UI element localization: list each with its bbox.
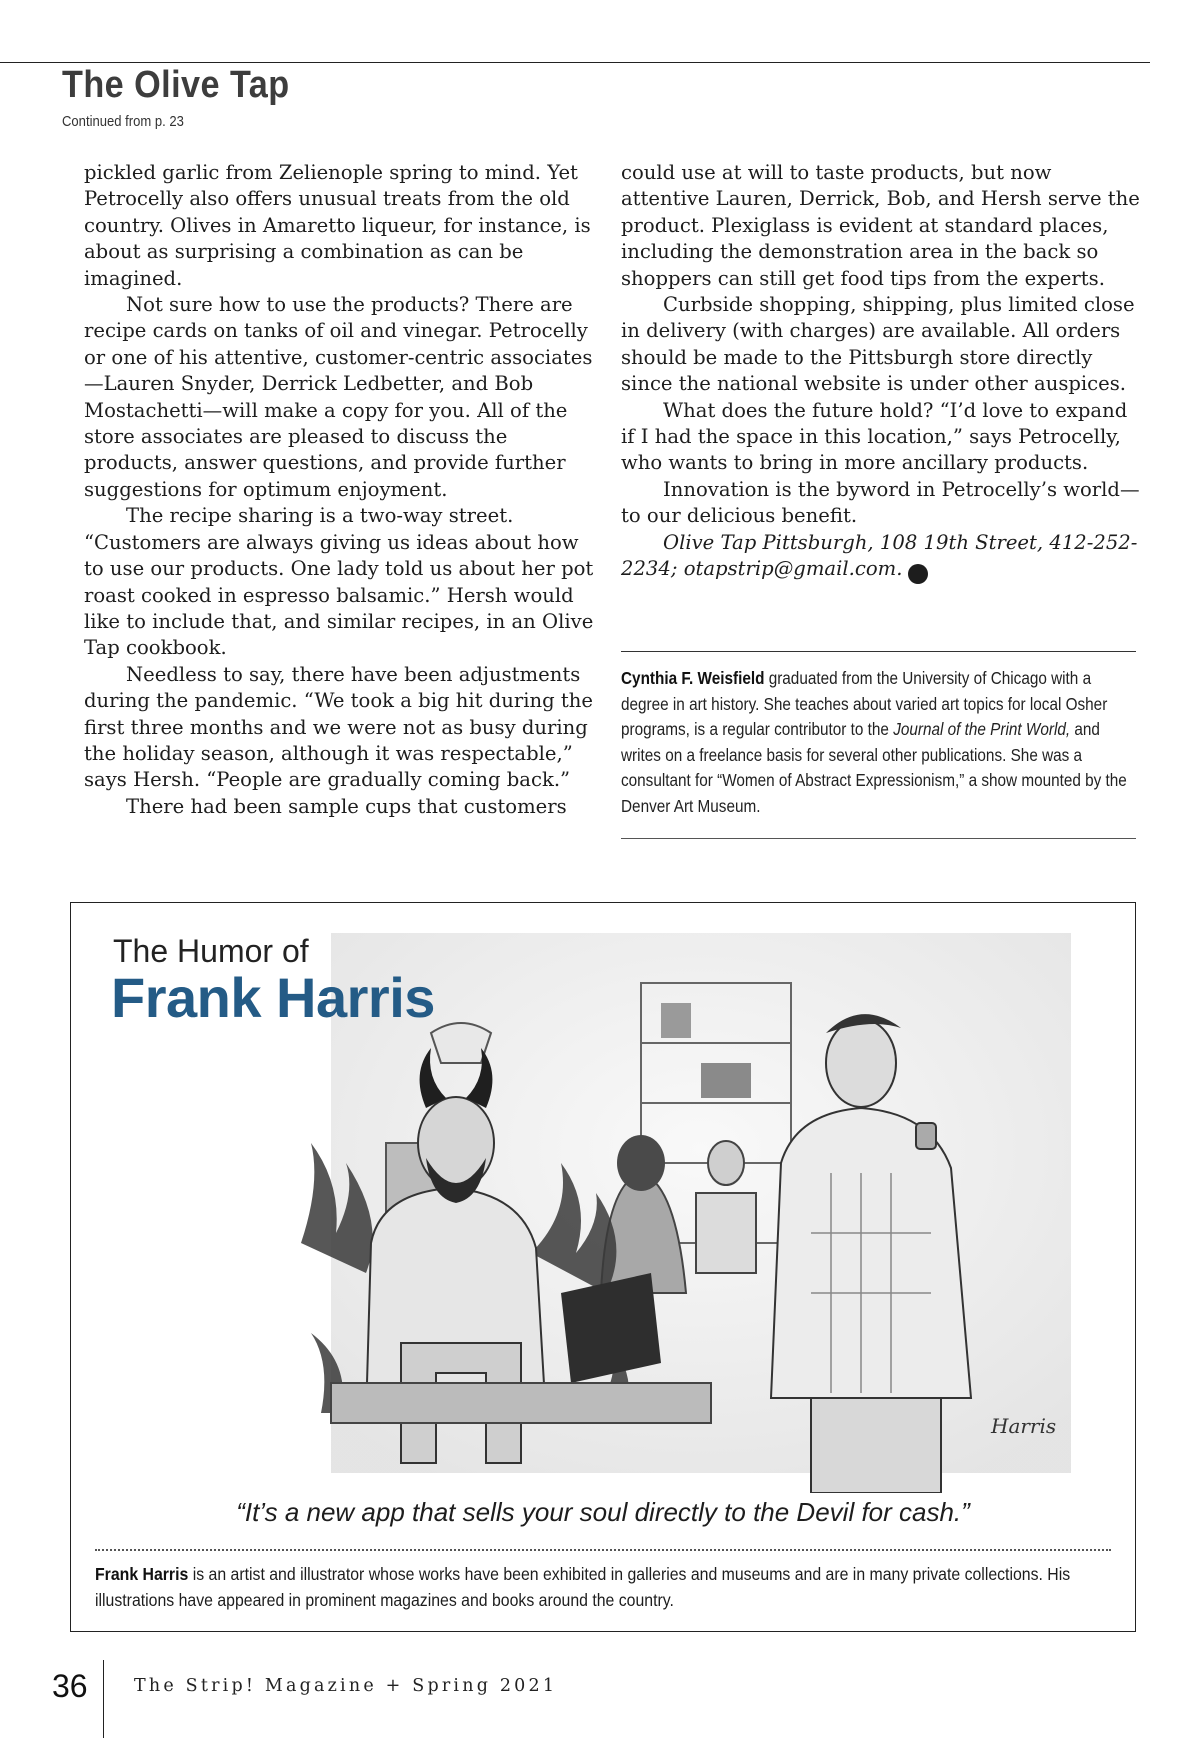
publication-name: Journal of the Print World,: [893, 719, 1071, 739]
paragraph: Not sure how to use the products? There are recipe cards on tanks of oil and vinegar. Petrocelly or one of his attentive, customer-centric associates—Lauren Snyder, Derrick Ledbetter, and Bob Mostachetti—will make a copy for you. All of the store associates are pleased to discuss the products, answer questions, and provide further suggestions for optimum enjoyment.: [84, 293, 593, 501]
footer-publication: The Strip! Magazine + Spring 2021: [134, 1676, 558, 1696]
author-bio-text: graduated from the University of Chicago with a degree in art history. She teaches about varied art topics for local Osher programs, is a regular contributor to the: [621, 668, 1108, 739]
store-contact: [621, 530, 1143, 584]
article-title: The Olive Tap: [62, 64, 290, 106]
author-bio-text: and writes on a freelance basis for several other publications. She was a consultant for “Women of Abstract Expressionism,” a show mounted by the Denver Art Museum.: [621, 719, 1127, 816]
author-bio: [621, 666, 1131, 819]
paragraph: What does the future hold? “I’d love to expand if I had the space in this location,” says Petrocelly, who wants to bring in more ancillary products.: [621, 398, 1128, 475]
artist-bio: [95, 1561, 1112, 1613]
store-contact-text: Olive Tap Pittsburgh, 108 19th Street, 412-252-2234; otapstrip@gmail.com.: [621, 530, 1138, 581]
dotted-divider: [95, 1549, 1111, 1551]
article-left-column: [84, 160, 596, 820]
artist-bio-text: is an artist and illustrator whose works have been exhibited in galleries and museums and are in many private collections. His illustrations have appeared in prominent magazines and books around the country.: [95, 1564, 1071, 1610]
cartoon-heading-small: The Humor of: [113, 933, 309, 969]
author-name: Cynthia F. Weisfield: [621, 668, 765, 688]
end-mark-icon: !: [908, 564, 928, 584]
paragraph: could use at will to taste products, but now attentive Lauren, Derrick, Bob, and Hersh serve the product. Plexiglass is evident at standard places, including the demonstration area in the back so shoppers can still get food tips from the experts.: [621, 161, 1140, 290]
paragraph: Curbside shopping, shipping, plus limited close in delivery (with charges) are available. All orders should be made to the Pittsburgh store directly since the national website is under other auspices.: [621, 293, 1135, 396]
paragraph: Innovation is the byword in Petrocelly’s world—to our delicious benefit.: [621, 477, 1140, 528]
bio-divider-bottom: [621, 838, 1136, 839]
bio-divider-top: [621, 651, 1136, 652]
paragraph: The recipe sharing is a two-way street. “Customers are always giving us ideas about how to use our products. One lady told us about her pot roast cooked in espresso balsamic.” Hersh would like to include that, and similar recipes, in an Olive Tap cookbook.: [84, 504, 594, 660]
top-rule: [0, 62, 1150, 63]
continued-note: Continued from p. 23: [62, 114, 184, 130]
paragraph: Needless to say, there have been adjustments during the pandemic. “We took a big hit during the first three months and we were not as busy during the holiday season, although it was respectable,” says Hersh. “People are gradually coming back.”: [84, 662, 594, 792]
paragraph: pickled garlic from Zelienople spring to mind. Yet Petrocelly also offers unusual treats from the old country. Olives in Amaretto liqueur, for instance, is about as surprising a combination as can be imagined.: [84, 161, 591, 290]
paragraph: There had been sample cups that customers: [126, 794, 567, 818]
page-number: 36: [52, 1668, 88, 1704]
article-right-column: [621, 160, 1143, 584]
footer-divider: [103, 1660, 104, 1738]
cartoon-caption: “It’s a new app that sells your soul directly to the Devil for cash.”: [236, 1497, 970, 1527]
cartoon-panel: [70, 902, 1136, 1632]
cartoon-heading-large: Frank Harris: [111, 966, 435, 1029]
artist-name: Frank Harris: [95, 1564, 189, 1584]
signature: Harris: [991, 1414, 1057, 1438]
